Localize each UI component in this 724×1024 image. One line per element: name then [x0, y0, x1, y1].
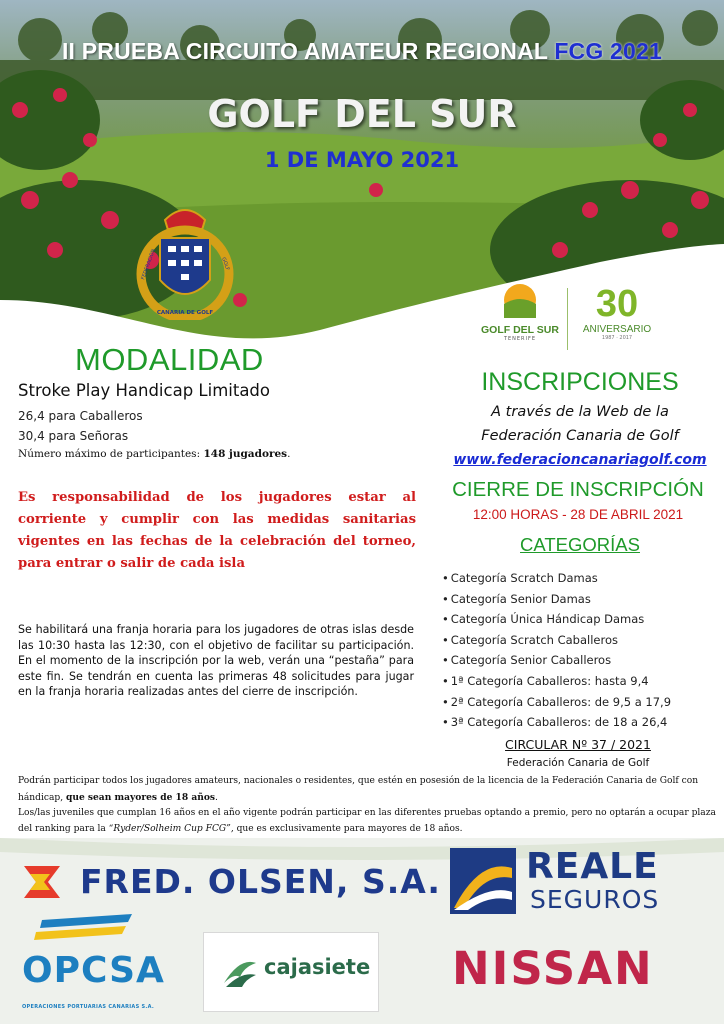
seguros-name: SEGUROS	[530, 885, 660, 914]
golf-del-sur-name: GOLF DEL SUR	[481, 324, 559, 336]
opcsa-logo	[22, 912, 172, 1022]
categorias-heading: CATEGORÍAS	[520, 534, 640, 555]
cierre-date: 12:00 HORAS - 28 DE ABRIL 2021	[472, 507, 684, 522]
list-item: • Categoría Scratch Damas	[442, 568, 671, 589]
list-item: • Categoría Scratch Caballeros	[442, 630, 671, 651]
max-participants-value: 148 jugadores	[203, 448, 288, 460]
opcsa-name: OPCSA	[22, 950, 165, 991]
cierre-heading: CIERRE DE INSCRIPCIÓN	[452, 478, 704, 501]
eligibility-p2-text: Los/las juveniles que cumplan 16 años en el año vigente podrán participar en las diferentes pruebas optando a premio, pero no optarán a ocupar plaza del ranking para la	[18, 808, 716, 834]
opcsa-subtitle: OPERACIONES PORTUARIAS CANARIAS S.A.	[22, 1004, 155, 1010]
anniversary-label: ANIVERSARIO	[582, 324, 652, 335]
list-item: • 2ª Categoría Caballeros: de 9,5 a 17,9	[442, 692, 671, 713]
nissan-logo: NISSAN	[452, 942, 654, 995]
venue-title: GOLF DEL SUR	[207, 92, 517, 136]
crest-label: CANARIA DE GOLF	[156, 310, 214, 316]
cajasiete-logo	[203, 932, 379, 1012]
time-slot-info: Se habilitará una franja horaria para los jugadores de otras islas desde las 10:30 hasta las 12:30, con el objetivo de facilitar su participación. En el momento de la inscripción por la web, verán una “pestaña” para este fin. Se tendrán en cuenta las primeras 48 solicitudes para jugar en la franja horaria realizadas antes del cierre de inscripción.	[18, 623, 414, 699]
anniversary-logo	[572, 284, 662, 341]
eligibility-paragraph-2	[18, 806, 718, 837]
handicap-caballeros: 26,4 para Caballeros	[18, 409, 143, 423]
eligibility-p1-end: .	[215, 792, 218, 803]
max-participants	[18, 448, 290, 460]
eligibility-p1-bold: que sean mayores de 18 años	[65, 791, 216, 803]
reale-seguros-logo	[450, 848, 700, 918]
anniversary-years: 1987 · 2017	[601, 335, 633, 341]
eligibility-p2-end: , que es exclusivamente para mayores de 18 años.	[230, 823, 463, 834]
sun-icon	[500, 282, 540, 318]
list-item: • Categoría Única Hándicap Damas	[442, 609, 671, 630]
eligibility-paragraph-1	[18, 774, 718, 806]
circular-number: CIRCULAR Nº 37 / 2021	[505, 737, 651, 752]
modalidad-heading: MODALIDAD	[75, 342, 264, 377]
golf-del-sur-sub: TENERIFE	[503, 336, 537, 342]
eligibility-p2-italic: “Ryder/Solheim Cup FCG”	[108, 823, 231, 834]
opcsa-stripes-icon	[22, 912, 152, 948]
sponsors-banner	[0, 838, 724, 1024]
list-item: • 3ª Categoría Caballeros: de 18 a 26,4	[442, 712, 671, 733]
inscripciones-line-1: A través de la Web de la	[491, 404, 669, 420]
list-item: • Categoría Senior Damas	[442, 589, 671, 610]
event-title	[0, 38, 724, 65]
fred-olsen-name: FRED. OLSEN, S.A.	[80, 862, 441, 901]
event-date: 1 DE MAYO 2021	[264, 148, 460, 172]
max-participants-suffix: .	[287, 448, 291, 460]
handicap-senoras: 30,4 para Señoras	[18, 429, 129, 443]
reale-emblem-icon	[450, 848, 516, 914]
federation-website-link[interactable]: www.federacioncanariagolf.com	[453, 452, 707, 468]
crest-side-left: FEDERACION	[140, 248, 157, 281]
golf-del-sur-logo	[470, 282, 570, 342]
logo-divider	[567, 288, 568, 350]
crest-side-right: GOLF	[220, 256, 231, 272]
circular-issuer: Federación Canaria de Golf	[506, 757, 650, 769]
inscripciones-heading: INSCRIPCIONES	[481, 368, 679, 396]
hero-banner	[0, 0, 724, 380]
inscripciones-line-2: Federación Canaria de Golf	[481, 428, 679, 444]
federation-crest-icon	[130, 200, 240, 320]
eligibility-p1-text: Podrán participar todos los jugadores amateurs, nacionales o residentes, que estén en posesión de la licencia de la Federación Canaria de Golf con hándicap,	[18, 776, 699, 803]
olsen-flag-icon	[20, 862, 70, 904]
max-participants-label: Número máximo de participantes:	[18, 448, 204, 460]
reale-name: REALE	[526, 846, 659, 887]
modalidad-subtitle: Stroke Play Handicap Limitado	[18, 381, 270, 400]
cajasiete-name: cajasiete	[264, 955, 371, 979]
eligibility-notes	[18, 774, 718, 837]
list-item: • Categoría Senior Caballeros	[442, 650, 671, 671]
categorias-list	[442, 568, 671, 733]
event-title-main: II PRUEBA CIRCUITO AMATEUR REGIONAL	[61, 38, 555, 64]
cajasiete-leaf-icon	[220, 953, 260, 993]
fred-olsen-logo	[20, 862, 441, 908]
event-title-accent: FCG 2021	[554, 38, 663, 64]
anniversary-number: 30	[595, 283, 639, 325]
health-warning: Es responsabilidad de los jugadores estar al corriente y cumplir con las medidas sanitarias vigentes en las fechas de la celebración del torneo, para entrar o salir de cada isla	[18, 490, 416, 571]
list-item: • 1ª Categoría Caballeros: hasta 9,4	[442, 671, 671, 692]
